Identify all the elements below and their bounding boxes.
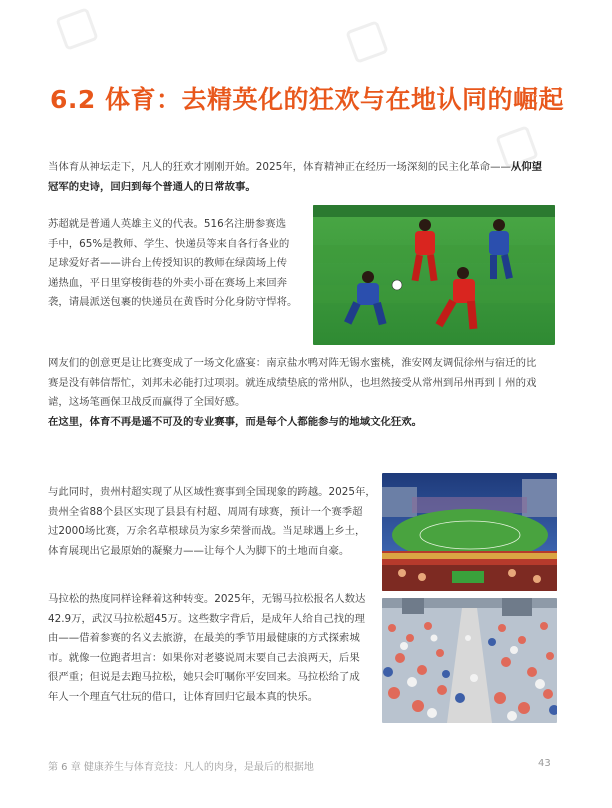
netizens-line: 网友们的创意更是让比赛变成了一场文化盛宴：南京盐水鸭对阵无锡水蜜桃，淮安网友调侃徐州与宿迁的比 [48, 357, 537, 369]
suzhou-line: 苏超就是普通人英雄主义的代表。516名注册参赛选 [48, 218, 287, 230]
guizhou-paragraph [48, 483, 380, 561]
guizhou-line: 与此同时，贵州村超实现了从区域性赛事到全国现象的跨越。2025年， [48, 486, 376, 498]
watermark-logo-icon [345, 20, 389, 64]
marathon-line: 由——借着参赛的名义去旅游，在最美的季节用最健康的方式探索城 [48, 632, 360, 644]
bold-statement: 在这里，体育不再是遥不可及的专业赛事，而是每个人都能参与的地域文化狂欢。 [48, 416, 423, 428]
page-title: 6.2 体育：去精英化的狂欢与在地认同的崛起 [50, 85, 564, 114]
stadium-photo-art [382, 473, 557, 591]
intro-paragraph [48, 158, 568, 197]
marathon-line: 马拉松的热度同样诠释着这种转变。2025年，无锡马拉松报名人数达 [48, 593, 366, 605]
soccer-match-photo [313, 205, 555, 345]
suzhou-line: 袭，请晨派送包裹的快递员在黄昏时分化身防守悍将。 [48, 296, 298, 308]
marathon-paragraph [48, 590, 380, 707]
guizhou-line: 体育展现出它最原始的凝聚力——让每个人为脚下的土地而自豪。 [48, 544, 350, 557]
netizens-line: 赛是没有韩信帮忙，刘邦未必能打过项羽。就连成绩垫底的常州队，也坦然接受从常州到吊州再到丨州的戏 [48, 376, 537, 389]
soccer-photo-art [313, 205, 555, 345]
netizens-paragraph [48, 354, 573, 413]
guizhou-line: 过2000场比赛，万余名草根球员为家乡荣誉而战。当足球遇上乡土， [48, 525, 366, 537]
suzhou-paragraph [48, 215, 310, 313]
watermark-logo-icon [55, 7, 99, 51]
marathon-line: 42.9万，武汉马拉松超45万。这些数字背后，是成年人给自己找的理 [48, 612, 365, 625]
marathon-line: 年人一个理直气壮玩的借口，让体育回归它最本真的快乐。 [48, 690, 319, 703]
suzhou-line: 递热血，平日里穿梭街巷的外卖小哥在赛场上来回奔 [48, 276, 287, 289]
suzhou-line: 足球爱好者——讲台上传授知识的教师在绿茵场上传 [48, 257, 287, 269]
village-stadium-photo [382, 473, 557, 591]
marathon-line: 很严重；但说是去跑马拉松，她只会叮嘱你平安回来。马拉松给了成 [48, 671, 360, 683]
intro-bold-b: 冠军的史诗，回归到每个普通人的日常故事。 [48, 180, 256, 193]
intro-bold-a: 从仰望 [510, 161, 543, 173]
marathon-photo-art [382, 598, 557, 723]
footer-chapter-text: 第 6 章 健康养生与体育竞技：凡人的肉身，是最后的根据地 [48, 762, 314, 773]
guizhou-line: 贵州全省88个县区实现了县县有村超、周周有球赛，预计一个赛季超 [48, 505, 363, 518]
netizens-line: 谑，这场笔画保卫战反而赢得了全国好感。 [48, 396, 246, 408]
page-number: 43 [538, 758, 551, 769]
marathon-line: 市。就像一位跑者坦言：如果你对老婆说周末要自己去浪两天，后果 [48, 651, 360, 664]
intro-text: 当体育从神坛走下，凡人的狂欢才刚刚开始。2025年，体育精神正在经历一场深刻的民主化革命—— [48, 161, 511, 173]
marathon-runners-photo [382, 598, 557, 723]
suzhou-line: 手中，65%是教师、学生、快递员等来自各行各业的 [48, 237, 290, 250]
